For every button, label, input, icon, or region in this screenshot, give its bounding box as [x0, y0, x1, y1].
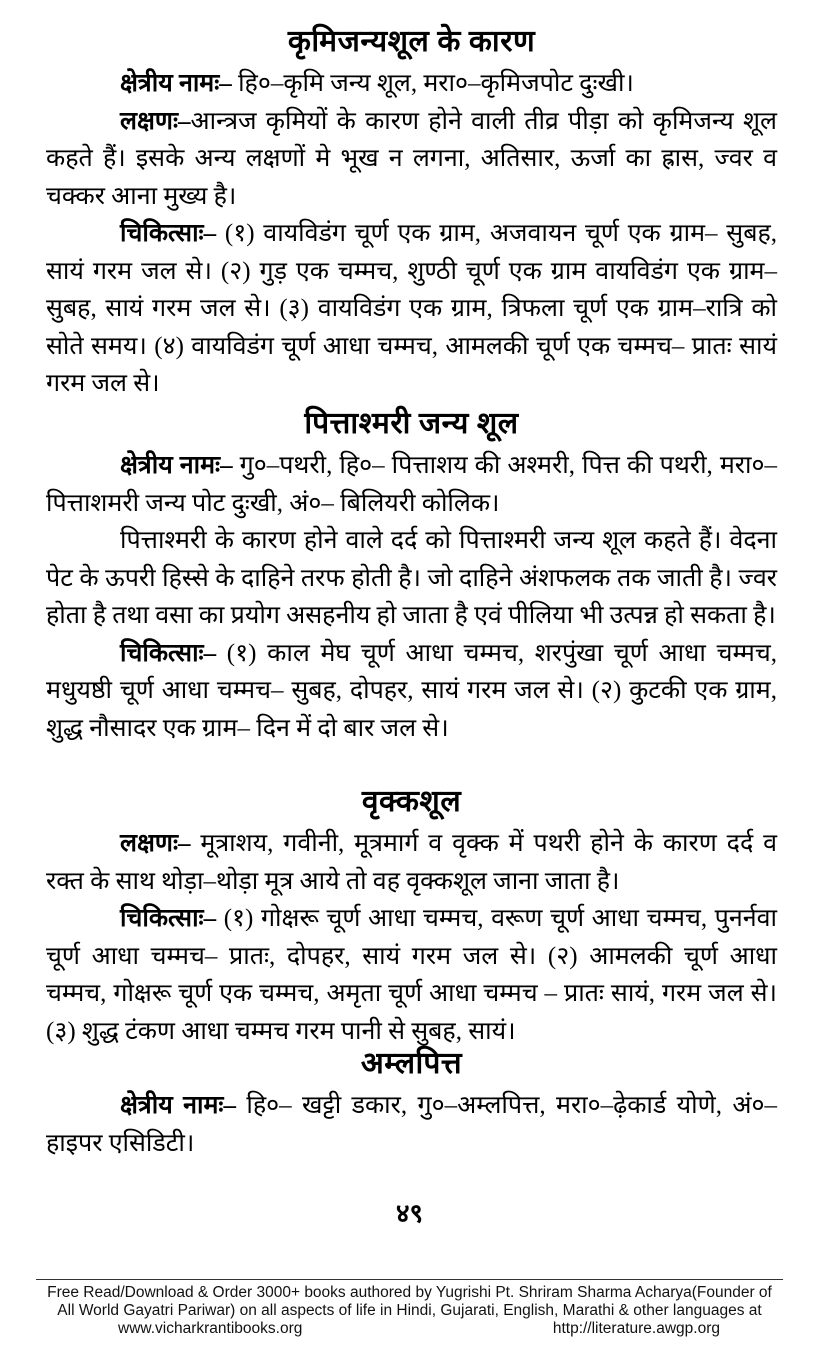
paragraph-lead: चिकित्साः– [120, 639, 217, 667]
section-heading: कृमिजन्यशूल के कारण [287, 25, 536, 58]
footer-url-literature-awgp: http://literature.awgp.org [552, 1320, 720, 1337]
section-krimijanya-shul [46, 22, 777, 403]
paragraph-lead: क्षेत्रीय नामः– [120, 70, 232, 97]
paragraph-text: (१) वायविडंग चूर्ण एक ग्राम, अजवायन चूर्ण एक ग्राम– सुबह, सायं गरम जल से। (२) गुड़ एक चम्मच, शुण्ठी चूर्ण एक ग्राम वायविडंग एक ग्राम– सुबह, सायं गरम जल से। (३) वायविडंग एक ग्राम, त्रिफला चूर्ण एक ग्राम–रात्रि को सोते समय। (४) वायविडंग चूर्ण आधा चम्मच, आमलकी चूर्ण एक चम्मच– प्रातः सायं गरम जल से। [46, 220, 777, 397]
paragraph-treatment [46, 215, 777, 403]
paragraph-description [46, 522, 777, 635]
section-heading: पित्ताश्मरी जन्य शूल [304, 407, 519, 440]
section-heading: वृक्कशूल [361, 785, 462, 818]
section-heading: अम्लपित्त [360, 1047, 463, 1080]
footer-url-vicharkrantibooks: www.vicharkrantibooks.org [118, 1320, 303, 1337]
paragraph-treatment [46, 635, 777, 748]
paragraph-text: पित्ताश्मरी के कारण होने वाले दर्द को पित्ताश्मरी जन्य शूल कहते हैं। वेदना पेट के ऊपरी हिस्से के दाहिने तरफ होती है। जो दाहिने अंशफलक तक जाती है। ज्वर होता है तथा वसा का प्रयोग असहनीय हो जाता है एवं पीलिया भी उत्पन्न हो सकता है। [46, 527, 777, 629]
paragraph-lead: चिकित्साः– [120, 905, 217, 932]
footer-text-line2: All World Gayatri Pariwar) on all aspects of life in Hindi, Gujarati, English, Marathi & other languages at [57, 1302, 762, 1319]
paragraph-regional-names [46, 65, 777, 103]
paragraph-symptoms [46, 103, 777, 216]
paragraph-text: गु०–पथरी, हि०– पित्ताशय की अश्मरी, पित्त की पथरी, मरा०– पित्ताशमरी जन्य पोट दुःखी, अं०– बिलियरी कोलिक। [46, 452, 777, 517]
page-number: ४९ [395, 1199, 424, 1228]
paragraph-regional-names [46, 447, 777, 522]
paragraph-text: मूत्राशय, गवीनी, मूत्रमार्ग व वृक्क में पथरी होने के कारण दर्द व रक्त के साथ थोड़ा–थोड़ा मूत्र आये तो वह वृक्कशूल जाना जाता है। [46, 830, 777, 895]
paragraph-symptoms [46, 825, 777, 900]
section-pittashmari-janya-shul [46, 404, 777, 747]
paragraph-regional-names [46, 1087, 777, 1162]
paragraph-text: हि०–कृमि जन्य शूल, मरा०–कृमिजपोट दुःखी। [231, 70, 634, 97]
paragraph-text: आन्त्रज कृमियों के कारण होने वाली तीव्र पीड़ा को कृमिजन्य शूल कहते हैं। इसके अन्य लक्षणों मे भूख न लगना, अतिसार, ऊर्जा का ह्रास, ज्वर व चक्कर आना मुख्य है। [46, 107, 777, 210]
paragraph-text: हि०– खट्टी डकार, गु०–अम्लपित्त, मरा०–ढ़ेकार्ड योणे, अं०–हाइपर एसिडिटी। [46, 1092, 777, 1157]
paragraph-lead: क्षेत्रीय नामः– [120, 452, 233, 479]
footer [36, 1279, 783, 1338]
section-amlapitta [46, 1044, 777, 1162]
footer-text-line1: Free Read/Download & Order 3000+ books authored by Yugrishi Pt. Shriram Sharma Acharya(Founder of [47, 1284, 772, 1301]
paragraph-text: (१) काल मेघ चूर्ण आधा चम्मच, शरपुंखा चूर्ण आधा चम्मच, मधुयष्ठी चूर्ण आधा चम्मच– सुबह, दोपहर, सायं गरम जल से। (२) कुटकी एक ग्राम, शुद्ध नौसादर एक ग्राम– दिन में दो बार जल से। [46, 639, 777, 742]
paragraph-lead: लक्षणः– [120, 830, 191, 857]
paragraph-text: (१) गोक्षरू चूर्ण आधा चम्मच, वरूण चूर्ण आधा चम्मच, पुनर्नवा चूर्ण आधा चम्मच– प्रातः, दोपहर, सायं गरम जल से। (२) आमलकी चूर्ण आधा चम्मच, गोक्षरू चूर्ण एक चम्मच, अमृता चूर्ण आधा चम्मच – प्रातः सायं, गरम जल से। (३) शुद्ध टंकण आधा चम्मच गरम पानी से सुबह, सायं। [46, 905, 777, 1045]
section-vrikkashul [46, 782, 777, 1050]
paragraph-lead: चिकित्साः– [120, 220, 217, 247]
paragraph-lead: लक्षणः– [120, 107, 191, 135]
paragraph-lead: क्षेत्रीय नामः– [120, 1092, 236, 1119]
paragraph-treatment [46, 900, 777, 1050]
footer-links [36, 1320, 783, 1338]
